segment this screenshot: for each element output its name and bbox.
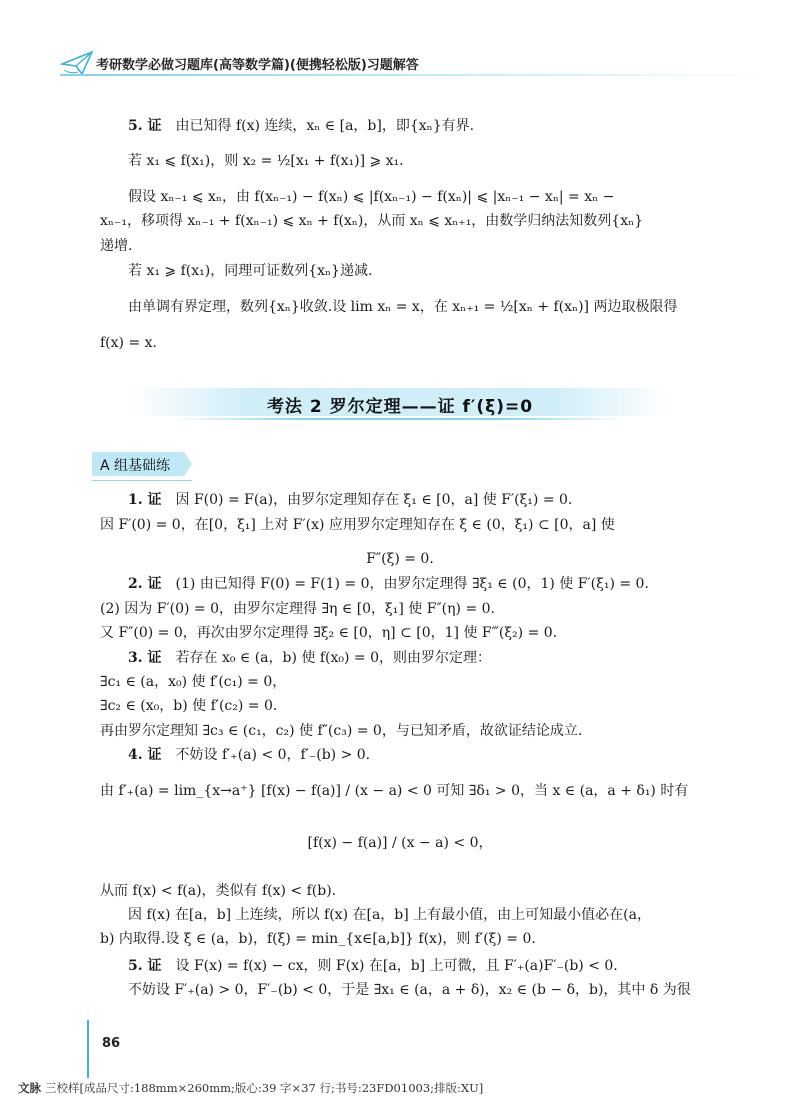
header-rule <box>60 74 780 76</box>
text-span: 不妨设 f′₊(a) < 0，f′₋(b) > 0. <box>175 747 371 763</box>
text-line: 若 x₁ ⩽ f(x₁)，则 x₂ = ½[x₁ + f(x₁)] ⩾ x₁. <box>128 153 404 169</box>
group-label-box <box>92 452 190 476</box>
text-span: 由已知得 f(x) 连续，xₙ ∈ [a，b]，即{xₙ}有界. <box>175 118 475 134</box>
print-footer <box>18 1080 483 1096</box>
text-line <box>128 957 618 975</box>
group-label: A 组基础练 <box>100 458 171 474</box>
group-label-tip <box>184 452 192 476</box>
text-line: xₙ₋₁，移项得 xₙ₋₁ + f(xₙ₋₁) ⩽ xₙ + f(xₙ)，从而 xₙ ⩽ xₙ₊₁，由数学归纳法知数列{xₙ} <box>100 213 644 229</box>
text-line: 又 F″(0) = 0，再次由罗尔定理得 ∃ξ₂ ∈ [0，η] ⊂ [0，1] 使 F‴(ξ₂) = 0. <box>100 625 558 641</box>
text-line: (2) 因为 F′(0) = 0，由罗尔定理得 ∃η ∈ [0，ξ₁] 使 F″(η) = 0. <box>100 601 495 617</box>
text-line: 若 x₁ ⩾ f(x₁)，同理可证数列{xₙ}递减. <box>128 263 373 279</box>
proof-label: 1. 证 <box>128 492 162 508</box>
text-line: 因 F′(0) = 0，在[0，ξ₁] 上对 F′(x) 应用罗尔定理知存在 ξ ∈ (0，ξ₁) ⊂ [0，a] 使 <box>100 517 615 533</box>
text-span: 因 F(0) = F(a)，由罗尔定理知存在 ξ₁ ∈ [0，a] 使 F′(ξ₁) = 0. <box>175 492 573 508</box>
proof-label: 3. 证 <box>128 650 162 666</box>
display-equation: F″(ξ) = 0. <box>366 551 434 567</box>
text-line: 再由罗尔定理知 ∃c₃ ∈ (c₁，c₂) 使 f″(c₃) = 0，与已知矛盾，故欲证结论成立. <box>100 723 583 739</box>
text-line: b) 内取得.设 ξ ∈ (a，b)，f(ξ) = min_{x∈[a,b]} f(x)，则 f′(ξ) = 0. <box>100 931 536 947</box>
text-line: 由单调有界定理，数列{xₙ}收敛.设 lim xₙ = x，在 xₙ₊₁ = ½[xₙ + f(xₙ)] 两边取极限得 <box>128 299 678 315</box>
header-title: 考研数学必做习题库(高等数学篇)(便携轻松版)习题解答 <box>96 58 419 73</box>
running-header <box>60 48 760 88</box>
group-rule <box>92 480 192 481</box>
proof-label: 2. 证 <box>128 576 162 592</box>
text-line <box>128 746 370 764</box>
footer-brand: 文脉 <box>18 1081 41 1095</box>
page-number: 86 <box>102 1036 121 1051</box>
text-line <box>128 491 572 509</box>
text-span: 设 F(x) = f(x) − cx，则 F(x) 在[a，b] 上可微，且 F′₊(a)F′₋(b) < 0. <box>175 958 618 974</box>
section-title: 考法 2 罗尔定理——证 f′(ξ)=0 <box>266 397 534 417</box>
margin-rule <box>87 1020 89 1078</box>
text-line: 从而 f(x) < f(a)，类似有 f(x) < f(b). <box>100 883 337 899</box>
text-line: 递增. <box>100 238 133 254</box>
text-line: 因 f(x) 在[a，b] 上连续，所以 f(x) 在[a，b] 上有最小值，由上可知最小值必在(a， <box>128 907 651 923</box>
text-span: 若存在 x₀ ∈ (a，b) 使 f(x₀) = 0，则由罗尔定理： <box>175 650 492 666</box>
text-line: 由 f′₊(a) = lim_{x→a⁺} [f(x) − f(a)] / (x − a) < 0 可知 ∃δ₁ > 0，当 x ∈ (a，a + δ₁) 时有 <box>100 783 689 799</box>
text-line: 假设 xₙ₋₁ ⩽ xₙ，由 f(xₙ₋₁) − f(xₙ) ⩽ |f(xₙ₋₁) − f(xₙ)| ⩽ |xₙ₋₁ − xₙ| = xₙ − <box>128 189 615 205</box>
proof-label: 5. 证 <box>128 958 162 974</box>
footer-text: 三校样[成品尺寸:188mm×260mm;版心:39 字×37 行;书号:23FD01003;排版:XU] <box>45 1081 484 1095</box>
text-line <box>128 117 474 135</box>
text-line <box>128 649 491 667</box>
section-heading <box>130 384 670 420</box>
heading-rule <box>170 418 630 420</box>
proof-label: 4. 证 <box>128 747 162 763</box>
text-line: ∃c₂ ∈ (x₀，b) 使 f′(c₂) = 0. <box>100 698 278 714</box>
text-line: ∃c₁ ∈ (a，x₀) 使 f′(c₁) = 0， <box>100 674 287 690</box>
text-span: (1) 由已知得 F(0) = F(1) = 0，由罗尔定理得 ∃ξ₁ ∈ (0，1) 使 F′(ξ₁) = 0. <box>175 576 649 592</box>
proof-label: 5. 证 <box>128 118 162 134</box>
text-line: 不妨设 F′₊(a) > 0，F′₋(b) < 0，于是 ∃x₁ ∈ (a，a + δ)，x₂ ∈ (b − δ，b)，其中 δ 为很 <box>128 982 691 998</box>
display-equation: [f(x) − f(a)] / (x − a) < 0， <box>307 835 493 851</box>
text-line: f(x) = x. <box>100 335 157 351</box>
text-line <box>128 575 649 593</box>
